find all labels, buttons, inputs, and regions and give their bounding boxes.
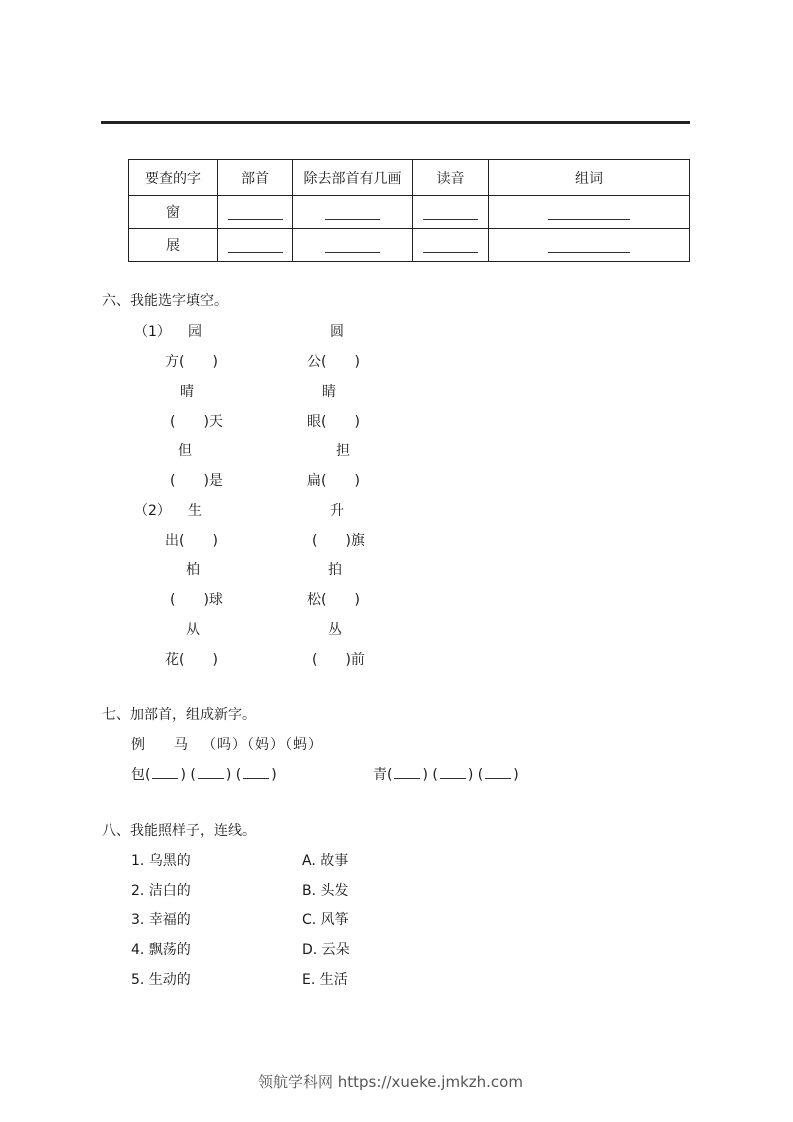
match-left-item[interactable]: 5. 生动的 [131, 972, 191, 988]
phrase-blank[interactable]: ( )旗 [312, 533, 365, 549]
option-char: 晴 [180, 384, 194, 400]
section6-title: 六、我能选字填空。 [102, 293, 228, 309]
answer-blank[interactable] [152, 765, 178, 779]
header-pronunciation: 读音 [413, 160, 489, 196]
match-right-item[interactable]: A. 故事 [302, 853, 349, 869]
task-base-char: 包 [131, 767, 145, 783]
phrase-blank[interactable]: 松( ) [307, 592, 360, 608]
header-strokes: 除去部首有几画 [293, 160, 413, 196]
pronunciation-blank[interactable] [423, 238, 478, 253]
footer-watermark: 领航学科网 https://xueke.jmkzh.com [258, 1073, 523, 1091]
strokes-blank[interactable] [325, 205, 380, 220]
answer-blank[interactable] [440, 765, 466, 779]
phrase-blank[interactable]: 花( ) [165, 652, 218, 668]
answer-blank[interactable] [243, 765, 269, 779]
table-header-row [129, 160, 690, 196]
option-char: 园 [188, 324, 202, 340]
phrase-blank[interactable]: ( )球 [170, 592, 223, 608]
header-char: 要查的字 [129, 160, 218, 196]
option-char: 柏 [186, 562, 200, 578]
option-char: 圆 [330, 324, 344, 340]
option-char: 担 [336, 443, 350, 459]
option-char: 丛 [328, 622, 342, 638]
phrase-blank[interactable]: 眼( ) [307, 414, 360, 430]
match-right-item[interactable]: D. 云朵 [302, 942, 350, 958]
match-left-item[interactable]: 2. 洁白的 [131, 883, 191, 899]
words-blank[interactable] [548, 238, 630, 253]
header-radical: 部首 [218, 160, 293, 196]
phrase-blank[interactable]: 出( ) [165, 533, 218, 549]
example-label: 例 [131, 737, 145, 753]
match-left-item[interactable]: 1. 乌黑的 [131, 853, 191, 869]
option-char: 拍 [328, 562, 342, 578]
option-char: 生 [188, 503, 202, 519]
phrase-blank[interactable]: 方( ) [165, 354, 218, 370]
phrase-blank[interactable]: 扁( ) [307, 473, 360, 489]
section8-title: 八、我能照样子，连线。 [102, 823, 256, 839]
task-base-char: 青 [373, 767, 387, 783]
option-char: 从 [186, 622, 200, 638]
radical-task: 包( ) ( ) ( ) [131, 767, 277, 783]
part1-label: （1） [134, 324, 171, 340]
words-blank[interactable] [548, 205, 630, 220]
radical-blank[interactable] [228, 238, 283, 253]
option-char: 升 [330, 503, 344, 519]
match-right-item[interactable]: E. 生活 [302, 972, 348, 988]
phrase-blank[interactable]: ( )天 [170, 414, 223, 430]
character-lookup-table [128, 159, 690, 262]
match-left-item[interactable]: 4. 飘荡的 [131, 942, 191, 958]
row-char: 展 [129, 229, 218, 262]
phrase-blank[interactable]: ( )前 [312, 652, 365, 668]
pronunciation-blank[interactable] [423, 205, 478, 220]
answer-blank[interactable] [198, 765, 224, 779]
radical-blank[interactable] [228, 205, 283, 220]
radical-task: 青( ) ( ) ( ) [373, 767, 519, 783]
part2-label: （2） [134, 503, 171, 519]
phrase-blank[interactable]: 公( ) [307, 354, 360, 370]
row-char: 窗 [129, 196, 218, 229]
table-row [129, 229, 690, 262]
example-base: 马 [174, 737, 188, 753]
match-right-item[interactable]: B. 头发 [302, 883, 349, 899]
strokes-blank[interactable] [325, 238, 380, 253]
match-right-item[interactable]: C. 风筝 [302, 912, 349, 928]
answer-blank[interactable] [394, 765, 420, 779]
section7-title: 七、加部首，组成新字。 [102, 707, 256, 723]
option-char: 但 [178, 443, 192, 459]
phrase-blank[interactable]: ( )是 [170, 473, 223, 489]
example-answers: （吗）（妈）（蚂） [202, 737, 323, 753]
header-rule [101, 121, 690, 124]
match-left-item[interactable]: 3. 幸福的 [131, 912, 191, 928]
table-row [129, 196, 690, 229]
answer-blank[interactable] [485, 765, 511, 779]
option-char: 睛 [322, 384, 336, 400]
header-words: 组词 [489, 160, 690, 196]
